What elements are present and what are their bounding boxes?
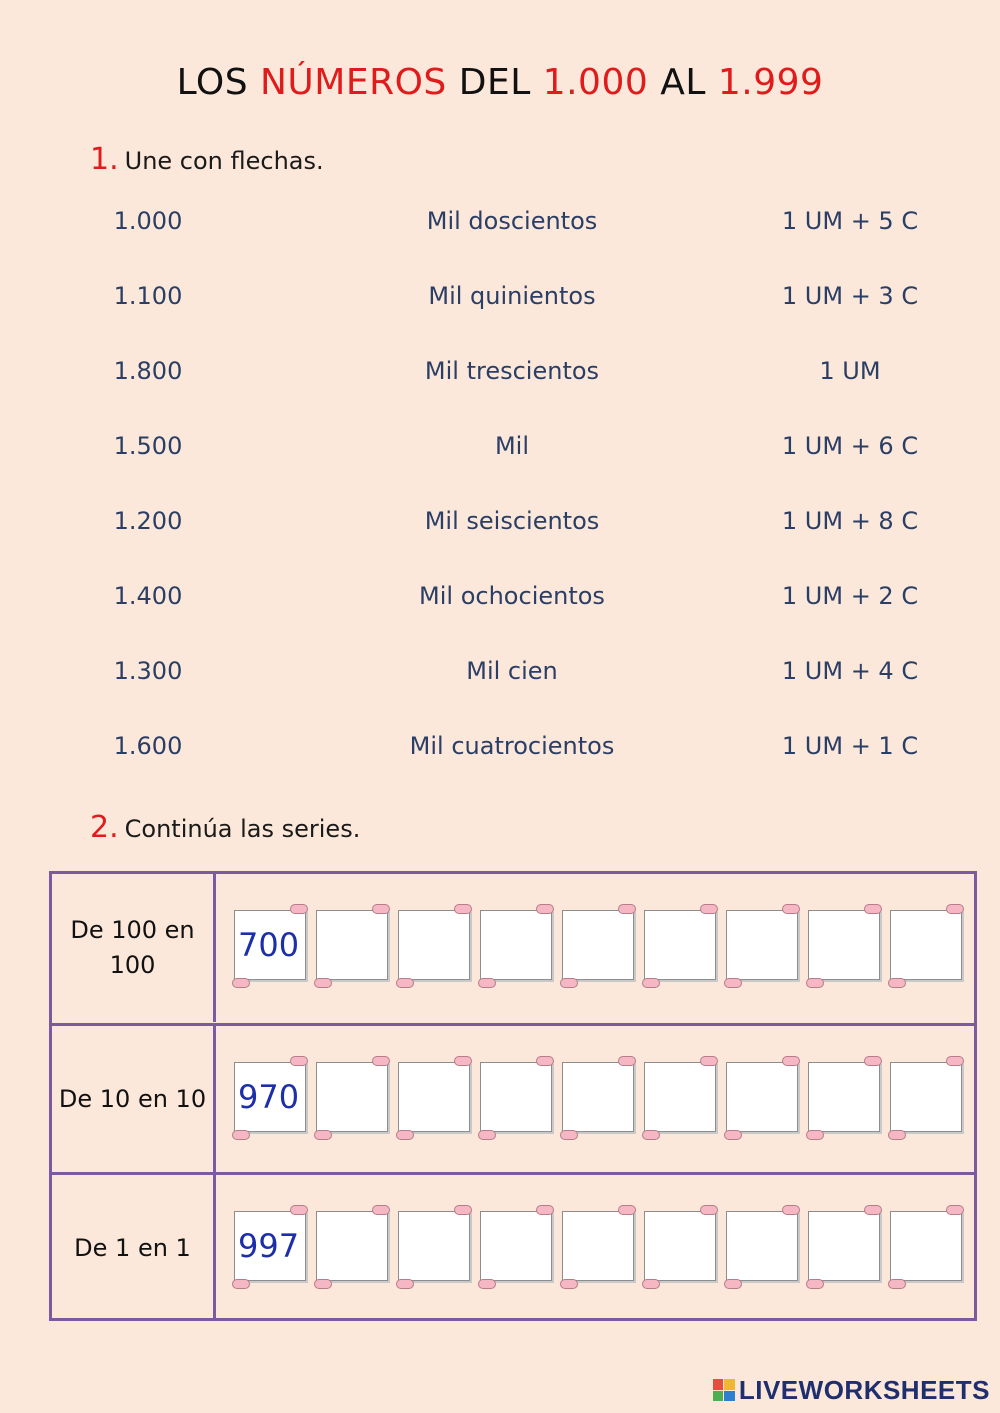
scroll-curl-icon — [806, 978, 824, 988]
scroll-curl-icon — [642, 978, 660, 988]
series-start-scroll — [232, 904, 308, 990]
scroll-sheet — [890, 910, 962, 980]
scroll-curl-icon — [290, 1056, 308, 1066]
series-answer-box[interactable] — [314, 1205, 390, 1291]
exercise-2-number: 2. — [90, 810, 119, 845]
match-item-col-a[interactable]: 1.200 — [113, 507, 183, 535]
match-item-col-a[interactable]: 1.600 — [113, 732, 183, 760]
scroll-sheet — [398, 1211, 470, 1281]
scroll-sheet — [562, 910, 634, 980]
exercise-1-number: 1. — [90, 142, 119, 177]
scroll-sheet — [644, 910, 716, 980]
match-item-col-b[interactable]: Mil trescientos — [424, 357, 600, 385]
scroll-curl-icon — [372, 904, 390, 914]
series-answer-box[interactable] — [478, 904, 554, 990]
scroll-curl-icon — [946, 904, 964, 914]
match-item-col-c[interactable]: 1 UM + 5 C — [781, 207, 919, 235]
scroll-curl-icon — [642, 1279, 660, 1289]
scroll-sheet — [644, 1062, 716, 1132]
scroll-curl-icon — [290, 904, 308, 914]
scroll-sheet — [480, 1211, 552, 1281]
scroll-sheet — [480, 910, 552, 980]
series-answer-box[interactable] — [642, 1056, 718, 1142]
scroll-sheet — [808, 910, 880, 980]
match-row — [0, 732, 1000, 772]
exercise-2-heading — [90, 810, 360, 845]
match-item-col-a[interactable]: 1.100 — [113, 282, 183, 310]
match-item-col-c[interactable]: 1 UM + 3 C — [781, 282, 919, 310]
scroll-curl-icon — [700, 1056, 718, 1066]
match-item-col-a[interactable]: 1.000 — [113, 207, 183, 235]
scroll-curl-icon — [372, 1205, 390, 1215]
scroll-curl-icon — [314, 978, 332, 988]
scroll-curl-icon — [396, 978, 414, 988]
series-answer-box[interactable] — [724, 1205, 800, 1291]
series-start-scroll — [232, 1056, 308, 1142]
series-answer-box[interactable] — [478, 1056, 554, 1142]
scroll-curl-icon — [782, 904, 800, 914]
scroll-sheet — [398, 910, 470, 980]
scroll-curl-icon — [888, 1130, 906, 1140]
series-answer-box[interactable] — [888, 1056, 964, 1142]
scroll-curl-icon — [454, 1205, 472, 1215]
logo-text: LIVEWORKSHEETS — [738, 1374, 990, 1405]
series-row — [52, 1023, 974, 1172]
scroll-curl-icon — [536, 1056, 554, 1066]
scroll-curl-icon — [618, 1205, 636, 1215]
scroll-curl-icon — [314, 1279, 332, 1289]
scroll-curl-icon — [888, 1279, 906, 1289]
scroll-curl-icon — [806, 1279, 824, 1289]
series-answer-box[interactable] — [806, 1056, 882, 1142]
series-start-value: 997 — [238, 1227, 300, 1265]
series-label: De 1 en 1 — [52, 1175, 216, 1321]
logo-badge-icon — [713, 1379, 735, 1401]
scroll-curl-icon — [454, 1056, 472, 1066]
title-part-6: 1.999 — [717, 62, 824, 103]
series-row — [52, 874, 974, 1022]
match-item-col-b[interactable]: Mil quinientos — [428, 282, 596, 310]
scroll-curl-icon — [700, 1205, 718, 1215]
scroll-curl-icon — [864, 1205, 882, 1215]
match-item-col-c[interactable]: 1 UM — [819, 357, 881, 385]
scroll-curl-icon — [314, 1130, 332, 1140]
scroll-curl-icon — [478, 1130, 496, 1140]
scroll-curl-icon — [864, 904, 882, 914]
match-item-col-c[interactable]: 1 UM + 6 C — [781, 432, 919, 460]
series-answer-box[interactable] — [396, 1056, 472, 1142]
series-answer-box[interactable] — [560, 1056, 636, 1142]
match-item-col-b[interactable]: Mil ochocientos — [419, 582, 605, 610]
title-part-4: 1.000 — [542, 62, 649, 103]
match-row — [0, 357, 1000, 397]
match-item-col-c[interactable]: 1 UM + 8 C — [781, 507, 919, 535]
scroll-sheet — [480, 1062, 552, 1132]
match-item-col-a[interactable]: 1.400 — [113, 582, 183, 610]
series-answer-box[interactable] — [314, 904, 390, 990]
match-item-col-c[interactable]: 1 UM + 4 C — [781, 657, 919, 685]
match-row — [0, 582, 1000, 622]
match-item-col-a[interactable]: 1.800 — [113, 357, 183, 385]
series-answer-box[interactable] — [478, 1205, 554, 1291]
match-item-col-a[interactable]: 1.300 — [113, 657, 183, 685]
match-row — [0, 207, 1000, 247]
scroll-sheet — [316, 1062, 388, 1132]
scroll-curl-icon — [454, 904, 472, 914]
match-item-col-b[interactable]: Mil doscientos — [426, 207, 598, 235]
series-answer-box[interactable] — [642, 904, 718, 990]
scroll-curl-icon — [396, 1279, 414, 1289]
match-item-col-b[interactable]: Mil cien — [466, 657, 558, 685]
scroll-curl-icon — [232, 978, 250, 988]
series-table — [49, 871, 977, 1321]
scroll-curl-icon — [888, 978, 906, 988]
scroll-curl-icon — [618, 1056, 636, 1066]
match-row — [0, 432, 1000, 472]
title-part-3: DEL — [446, 62, 543, 103]
series-start-scroll — [232, 1205, 308, 1291]
scroll-curl-icon — [782, 1205, 800, 1215]
scroll-curl-icon — [536, 1205, 554, 1215]
series-answer-box[interactable] — [724, 1056, 800, 1142]
scroll-curl-icon — [232, 1130, 250, 1140]
scroll-sheet — [808, 1062, 880, 1132]
scroll-sheet — [316, 910, 388, 980]
series-answer-box[interactable] — [314, 1056, 390, 1142]
series-answer-box[interactable] — [560, 1205, 636, 1291]
scroll-sheet — [644, 1211, 716, 1281]
scroll-sheet — [562, 1211, 634, 1281]
match-item-col-a[interactable]: 1.500 — [113, 432, 183, 460]
scroll-curl-icon — [372, 1056, 390, 1066]
badge-square — [713, 1391, 724, 1402]
series-answer-box[interactable] — [396, 1205, 472, 1291]
scroll-sheet — [890, 1062, 962, 1132]
scroll-curl-icon — [946, 1205, 964, 1215]
badge-square — [724, 1379, 735, 1390]
scroll-curl-icon — [560, 1130, 578, 1140]
title-part-5: AL — [648, 62, 718, 103]
scroll-curl-icon — [560, 1279, 578, 1289]
match-item-col-b[interactable]: Mil cuatrocientos — [409, 732, 615, 760]
series-answer-box[interactable] — [806, 1205, 882, 1291]
badge-square — [724, 1391, 735, 1402]
match-row — [0, 282, 1000, 322]
scroll-curl-icon — [290, 1205, 308, 1215]
scroll-curl-icon — [232, 1279, 250, 1289]
match-item-col-c[interactable]: 1 UM + 2 C — [781, 582, 919, 610]
match-item-col-b[interactable]: Mil seiscientos — [424, 507, 600, 535]
badge-square — [713, 1379, 724, 1390]
series-answer-box[interactable] — [888, 1205, 964, 1291]
series-answer-box[interactable] — [806, 904, 882, 990]
match-row — [0, 507, 1000, 547]
scroll-curl-icon — [782, 1056, 800, 1066]
exercise-2-instruction: Continúa las series. — [124, 815, 361, 843]
scroll-curl-icon — [478, 1279, 496, 1289]
scroll-sheet — [316, 1211, 388, 1281]
scroll-curl-icon — [946, 1056, 964, 1066]
scroll-sheet — [726, 1062, 798, 1132]
scroll-sheet — [726, 910, 798, 980]
scroll-curl-icon — [806, 1130, 824, 1140]
series-label: De 100 en 100 — [52, 874, 216, 1022]
scroll-curl-icon — [724, 978, 742, 988]
scroll-curl-icon — [618, 904, 636, 914]
title-part-2: NÚMEROS — [259, 62, 447, 103]
series-answer-box[interactable] — [642, 1205, 718, 1291]
scroll-curl-icon — [724, 1279, 742, 1289]
series-row — [52, 1172, 974, 1321]
scroll-sheet — [890, 1211, 962, 1281]
series-answer-box[interactable] — [396, 904, 472, 990]
series-answer-box[interactable] — [888, 904, 964, 990]
scroll-curl-icon — [700, 904, 718, 914]
scroll-sheet — [808, 1211, 880, 1281]
scroll-sheet — [726, 1211, 798, 1281]
scroll-curl-icon — [536, 904, 554, 914]
series-label: De 10 en 10 — [52, 1026, 216, 1172]
page-title — [0, 62, 1000, 103]
exercise-1-instruction: Une con flechas. — [124, 147, 324, 175]
match-item-col-c[interactable]: 1 UM + 1 C — [781, 732, 919, 760]
scroll-curl-icon — [864, 1056, 882, 1066]
scroll-curl-icon — [396, 1130, 414, 1140]
liveworksheets-logo — [713, 1375, 990, 1405]
scroll-curl-icon — [478, 978, 496, 988]
scroll-sheet — [398, 1062, 470, 1132]
match-item-col-b[interactable]: Mil — [494, 432, 530, 460]
series-answer-box[interactable] — [724, 904, 800, 990]
exercise-1-heading — [90, 142, 324, 177]
series-start-value: 700 — [238, 926, 300, 964]
match-row — [0, 657, 1000, 697]
scroll-curl-icon — [724, 1130, 742, 1140]
scroll-curl-icon — [560, 978, 578, 988]
series-answer-box[interactable] — [560, 904, 636, 990]
scroll-sheet — [562, 1062, 634, 1132]
series-start-value: 970 — [238, 1078, 300, 1116]
title-part-1: LOS — [176, 62, 260, 103]
scroll-curl-icon — [642, 1130, 660, 1140]
